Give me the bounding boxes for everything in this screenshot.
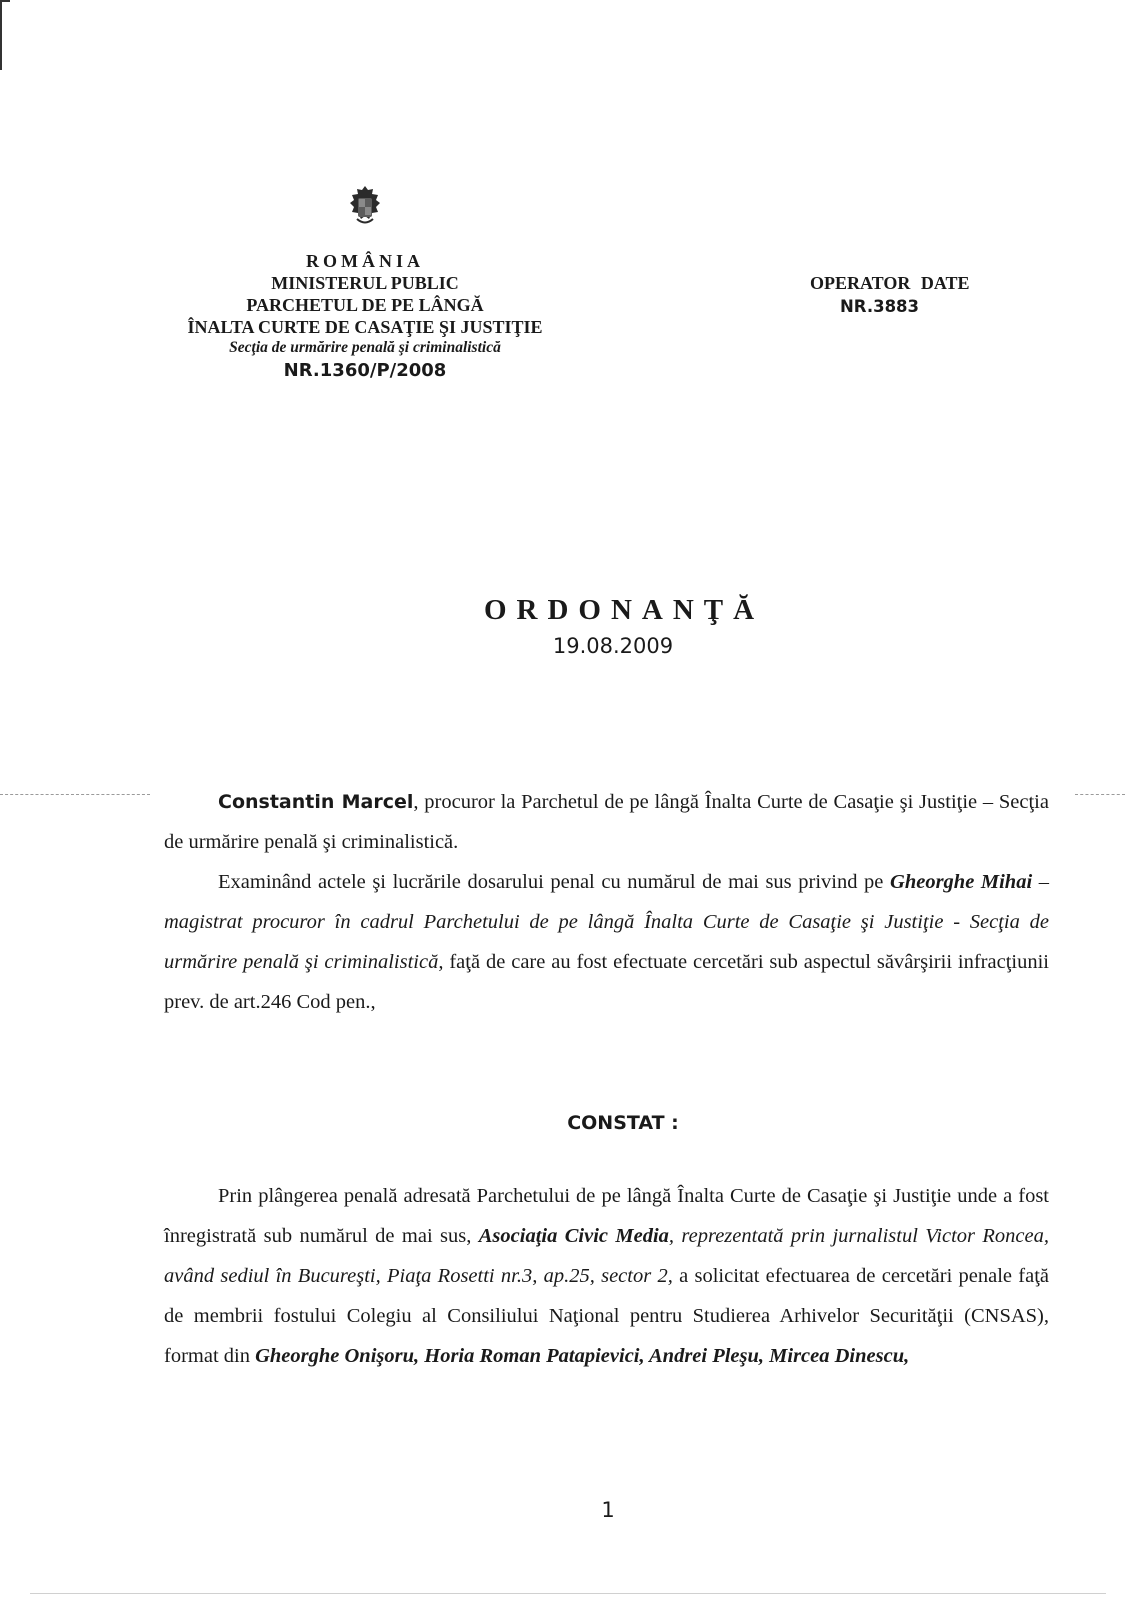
- ministry-name: MINISTERUL PUBLIC: [271, 273, 459, 293]
- association-detail: , reprezentată prin jurnalistul Victor Roncea, având sediul în Bucureşti, Piaţa Rosetti nr.3, ap.25, sector 2,: [164, 1225, 1049, 1287]
- bottom-rule: [30, 1593, 1106, 1594]
- paragraph-prosecutor: [164, 782, 1049, 862]
- complaint-middle: a solicitat efectuarea de cercetări penale faţă de membrii fostului Colegiu al Consiliului Naţional pentru Studierea Arhivelor Securităţii (CNSAS), format din: [164, 1265, 1049, 1367]
- paragraph-complaint: [164, 1176, 1049, 1376]
- subject-name: Gheorghe Mihai: [890, 871, 1033, 893]
- examination-rest: faţă de care au fost efectuate cercetări sub aspectul săvârşirii infracţiunii prev. de art.246 Cod pen.,: [164, 951, 1049, 1013]
- subject-role: – magistrat procuror în cadrul Parchetului de pe lângă Înalta Curte de Casaţie şi Justiţie - Secţia de urmărire penală şi criminalistică,: [164, 871, 1050, 973]
- examination-intro: Examinând actele şi lucrările dosarului penal cu numărul de mai sus privind pe: [218, 871, 891, 893]
- section-name: Secţia de urmărire penală şi criminalistică: [229, 339, 501, 356]
- scan-edge-top: [0, 0, 10, 2]
- page-number: 1: [601, 1498, 615, 1522]
- scan-edge-left: [0, 0, 2, 70]
- document-date: 19.08.2009: [552, 634, 674, 658]
- case-number: NR.1360/P/2008: [283, 360, 447, 381]
- coat-of-arms-icon: [349, 186, 381, 228]
- court-name: ÎNALTA CURTE DE CASAŢIE ŞI JUSTIŢIE: [187, 317, 543, 337]
- document-title: ORDONANŢĂ: [483, 594, 765, 626]
- scan-fold-line-left: [0, 794, 150, 795]
- prosecutor-office-name: PARCHETUL DE PE LÂNGĂ: [246, 295, 484, 315]
- college-members: Gheorghe Onişoru, Horia Roman Patapievici, Andrei Pleşu, Mircea Dinescu,: [255, 1345, 910, 1367]
- scan-fold-line-right: [1075, 794, 1125, 795]
- prosecutor-name: Constantin Marcel: [218, 791, 414, 813]
- constat-heading: CONSTAT :: [567, 1112, 679, 1134]
- association-name: Asociaţia Civic Media: [478, 1225, 669, 1247]
- complaint-intro: Prin plângerea penală adresată Parchetului de pe lângă Înalta Curte de Casaţie şi Justiţie unde a fost înregistrată sub numărul de mai sus,: [164, 1185, 1049, 1247]
- prosecutor-text: , procuror la Parchetul de pe lângă Înalta Curte de Casaţie şi Justiţie – Secţia de urmărire penală şi criminalistică.: [164, 791, 1049, 853]
- operator-block: [810, 272, 970, 318]
- operator-number: NR.3883: [840, 297, 920, 316]
- paragraph-examination: [164, 862, 1049, 1022]
- issuer-header: [175, 250, 555, 384]
- operator-label: OPERATOR DATE: [810, 273, 970, 293]
- country-name: ROMÂNIA: [306, 251, 424, 271]
